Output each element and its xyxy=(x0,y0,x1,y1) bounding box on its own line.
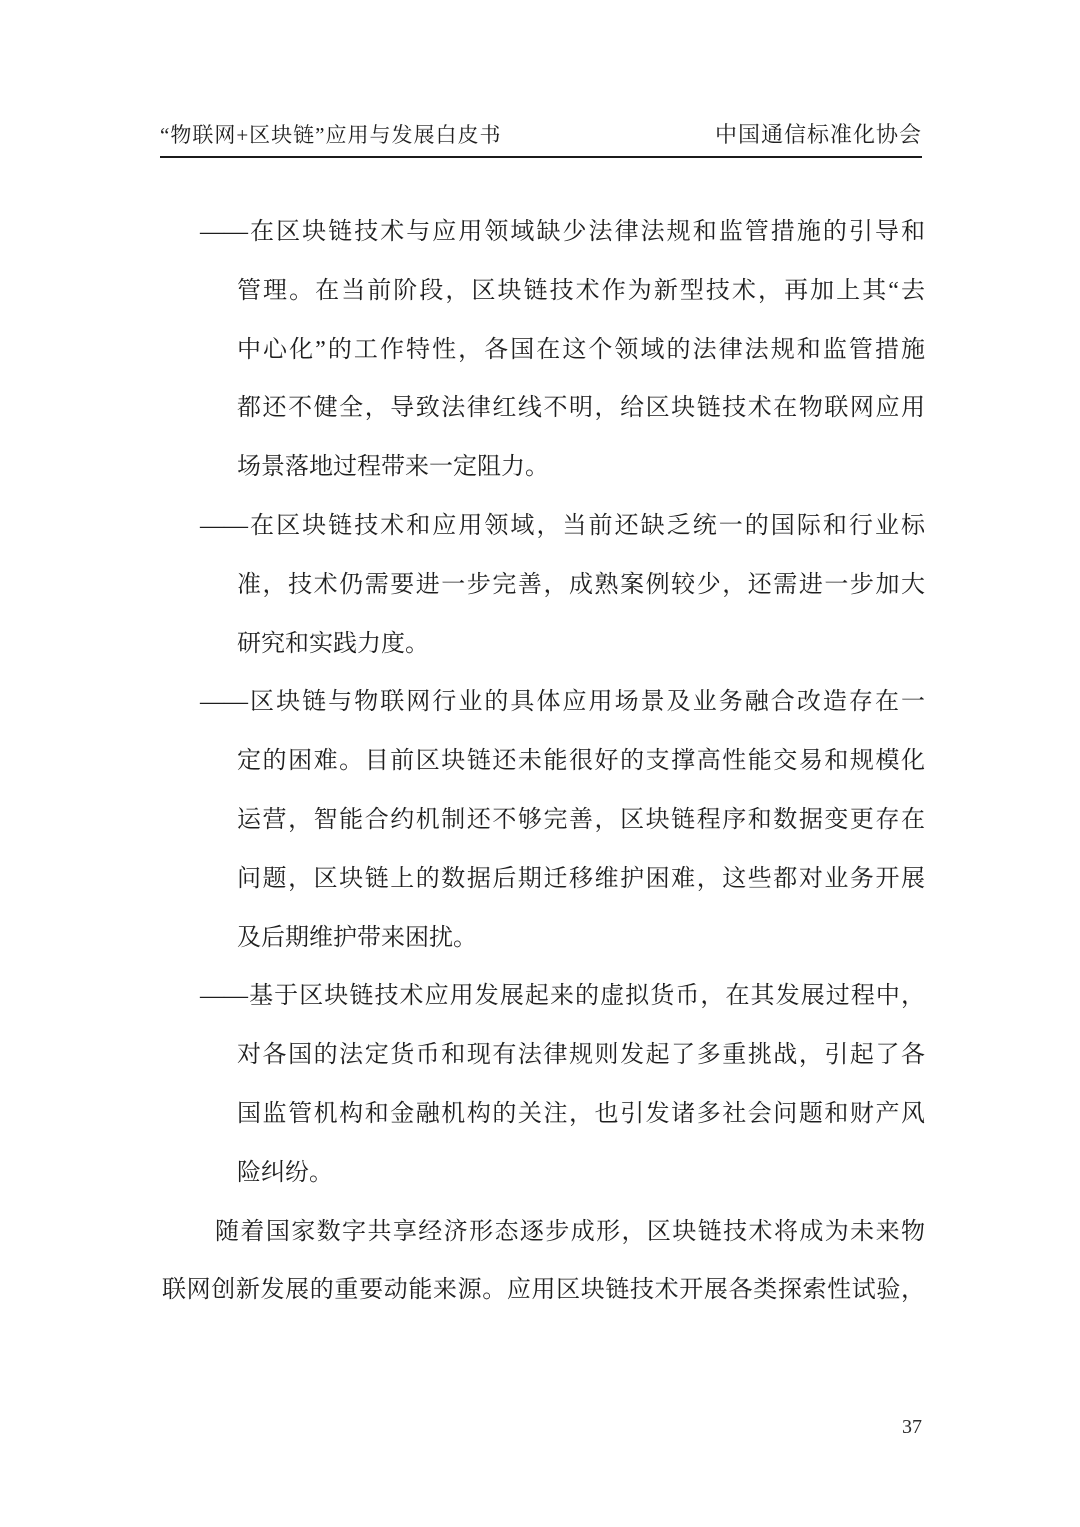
text-line: 国监管机构和金融机构的关注，也引发诸多社会问题和财产风 xyxy=(237,1100,925,1127)
text-line: 都还不健全，导致法律红线不明，给区块链技术在物联网应用 xyxy=(237,395,925,422)
paragraph xyxy=(162,1203,925,1321)
header-doc-title: “物联网+区块链”应用与发展白皮书 xyxy=(160,123,502,147)
dash-list-item xyxy=(162,497,925,673)
text-line: 运营，智能合约机制还不够完善，区块链程序和数据变更存在 xyxy=(237,806,925,833)
header-org-name: 中国通信标准化协会 xyxy=(714,122,922,147)
page-header xyxy=(160,118,922,158)
text-line: ——在区块链技术和应用领域，当前还缺乏统一的国际和行业标 xyxy=(200,512,925,539)
text-line: 随着国家数字共享经济形态逐步成形，区块链技术将成为未来物 xyxy=(215,1218,925,1245)
text-line: 管理。在当前阶段，区块链技术作为新型技术，再加上其“去 xyxy=(237,277,925,304)
dash-list-item xyxy=(162,967,925,1202)
dash-list-item xyxy=(162,673,925,967)
page-number: 37 xyxy=(902,1416,922,1438)
text-line: 险纠纷。 xyxy=(237,1159,333,1186)
text-line: ——在区块链技术与应用领域缺少法律法规和监管措施的引导和 xyxy=(200,219,925,245)
text-line: 研究和实践力度。 xyxy=(237,630,429,657)
text-line: 场景落地过程带来一定阻力。 xyxy=(237,454,549,481)
document-body xyxy=(162,203,925,1320)
text-line: 对各国的法定货币和现有法律规则发起了多重挑战，引起了各 xyxy=(237,1042,925,1069)
text-line: ——区块链与物联网行业的具体应用场景及业务融合改造存在一 xyxy=(200,689,925,716)
text-line: 及后期维护带来困扰。 xyxy=(237,924,477,951)
text-line: 准，技术仍需要进一步完善，成熟案例较少，还需进一步加大 xyxy=(237,571,925,598)
text-line: ——基于区块链技术应用发展起来的虚拟货币，在其发展过程中， xyxy=(200,983,925,1010)
text-line: 问题，区块链上的数据后期迁移维护困难，这些都对业务开展 xyxy=(237,865,925,892)
text-line: 联网创新发展的重要动能来源。应用区块链技术开展各类探索性试验， xyxy=(162,1277,925,1304)
dash-list-item xyxy=(162,203,925,497)
text-line: 定的困难。目前区块链还未能很好的支撑高性能交易和规模化 xyxy=(237,748,925,775)
text-line: 中心化”的工作特性，各国在这个领域的法律法规和监管措施 xyxy=(237,336,925,363)
